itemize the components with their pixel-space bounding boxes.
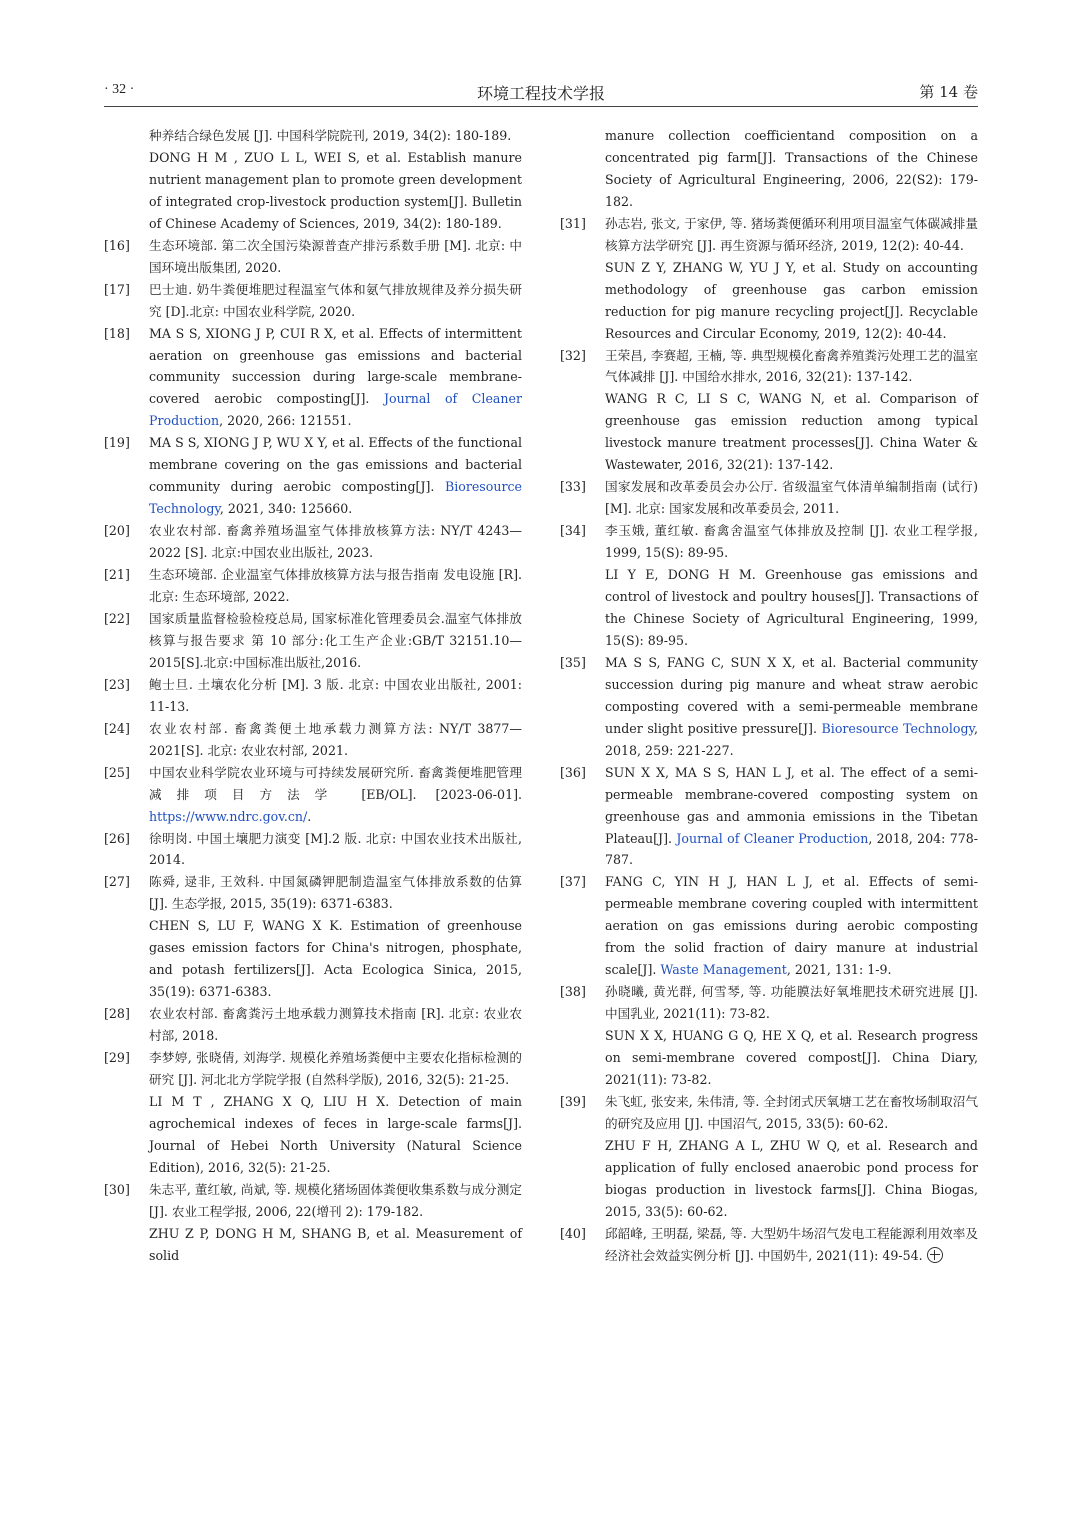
reference-text-en <box>605 762 978 872</box>
reference-text-cn: 李玉娥, 董红敏. 畜禽舍温室气体排放及控制 [J]. 农业工程学报, 1999, 15(S): 89-95. <box>605 523 978 561</box>
reference-number: [20] <box>104 523 130 539</box>
running-header <box>104 82 978 107</box>
reference-text-cn: 国家发展和改革委员会办公厅. 省级温室气体清单编制指南 (试行)[M]. 北京: 国家发展和改革委员会, 2011. <box>605 479 978 517</box>
journal-link[interactable]: Journal of Cleaner Production <box>676 830 869 846</box>
reference-text-en: LI Y E, DONG H M. Greenhouse gas emissions and control of livestock and poultry houses[J]. Transactions of the Chinese Society of Agricultural Engineering, 1999, 15(S): 89-95. <box>605 567 978 648</box>
reference-text-en: SUN X X, HUANG G Q, HE X Q, et al. Research progress on semi-membrane covered compost[J]. China Diary, 2021(11): 73-82. <box>605 1028 978 1087</box>
reference-text-part: . <box>307 808 312 824</box>
reference-number: [28] <box>104 1006 130 1022</box>
reference-text-cn: 孙晓曦, 黄光群, 何雪琴, 等. 功能膜法好氧堆肥技术研究进展 [J]. 中国乳业, 2021(11): 73-82. <box>605 984 978 1022</box>
reference-number: [35] <box>560 654 586 670</box>
reference-text-part: MA S S, XIONG J P, CUI R X, et al. Effects of intermittent aeration on greenhouse gas emissions and bacterial community succession during large-scale membrane-covered aerobic composting[J]. <box>149 325 522 407</box>
reference-text-cn <box>605 1223 978 1267</box>
reference-number: [17] <box>104 281 130 297</box>
reference-number: [24] <box>104 720 130 736</box>
reference-text-cn: 农业农村部. 畜禽粪便土地承载力测算方法: NY/T 3877—2021[S]. 北京: 农业农村部, 2021. <box>149 720 522 758</box>
reference-34 <box>560 520 978 652</box>
reference-32 <box>560 345 978 477</box>
reference-15-continued <box>104 125 522 235</box>
reference-text-en <box>605 652 978 762</box>
reference-text-en: SUN Z Y, ZHANG W, YU J Y, et al. Study on accounting methodology of greenhouse gas carbon emission reduction for pig manure recycling project[J]. Recyclable Resources and Circular Economy, 2019, 12(2): 40-44. <box>605 259 978 341</box>
reference-text-cn: 李梦婷, 张晓倩, 刘海学. 规模化养殖场粪便中主要农化指标检测的研究 [J]. 河北北方学院学报 (自然科学版), 2016, 32(5): 21-25. <box>149 1050 522 1087</box>
reference-number: [25] <box>104 764 130 780</box>
reference-18 <box>104 323 522 433</box>
reference-27 <box>104 871 522 1003</box>
reference-text-part: , 2018, 204: 778-787. <box>605 830 978 868</box>
reference-26 <box>104 828 522 872</box>
reference-30 <box>104 1179 522 1267</box>
reference-number: [39] <box>560 1093 586 1109</box>
reference-38 <box>560 981 978 1091</box>
reference-text-cn <box>149 762 522 828</box>
reference-39 <box>560 1091 978 1223</box>
reference-number: [33] <box>560 479 586 495</box>
reference-number: [16] <box>104 237 130 253</box>
reference-20 <box>104 520 522 564</box>
url-link[interactable]: https://www.ndrc.gov.cn/ <box>149 808 308 824</box>
reference-number: [32] <box>560 347 586 363</box>
reference-number: [34] <box>560 523 586 539</box>
reference-36 <box>560 762 978 872</box>
reference-number: [37] <box>560 874 586 890</box>
reference-number: [26] <box>104 830 130 846</box>
journal-link[interactable]: Journal of Cleaner Production <box>149 391 522 429</box>
reference-24 <box>104 718 522 762</box>
reference-text-cn: 徐明岗. 中国土壤肥力演变 [M].2 版. 北京: 中国农业技术出版社, 2014. <box>149 830 522 868</box>
reference-text-cn: 国家质量监督检验检疫总局, 国家标准化管理委员会.温室气体排放核算与报告要求 第 10 部分:化工生产企业:GB/T 32151.10—2015[S].北京:中国标准出版社,2016. <box>149 610 522 670</box>
journal-link[interactable]: Waste Management <box>660 962 787 978</box>
reference-text-cn: 农业农村部. 畜禽养殖场温室气体排放核算方法: NY/T 4243—2022 [S]. 北京:中国农业出版社, 2023. <box>149 523 522 561</box>
reference-31 <box>560 213 978 345</box>
reference-number: [40] <box>560 1225 586 1241</box>
journal-title: 环境工程技术学报 <box>476 84 605 103</box>
reference-text-en: ZHU Z P, DONG H M, SHANG B, et al. Measurement of solid <box>149 1225 522 1263</box>
reference-29 <box>104 1047 522 1179</box>
reference-number: [36] <box>560 764 586 780</box>
reference-text-part: , 2021, 131: 1-9. <box>786 962 892 978</box>
reference-17 <box>104 279 522 323</box>
reference-number: [21] <box>104 567 130 583</box>
end-of-article-icon <box>927 1247 943 1263</box>
reference-33 <box>560 476 978 520</box>
reference-22 <box>104 608 522 674</box>
reference-text-en <box>149 323 522 433</box>
reference-text-en: DONG H M , ZUO L L, WEI S, et al. Establish manure nutrient management plan to promote green development of integrated crop-livestock production system[J]. Bulletin of Chinese Academy of Sciences, 2019, 34(2): 180-189. <box>149 149 522 231</box>
reference-text-cn: 孙志岩, 张文, 于家伊, 等. 猪场粪便循环利用项目温室气体碳减排量核算方法学研究 [J]. 再生资源与循环经济, 2019, 12(2): 40-44. <box>605 215 978 253</box>
reference-text-part: MA S S, XIONG J P, WU X Y, et al. Effects of the functional membrane covering on the gas emissions and bacterial community during aerobic composting[J]. <box>149 435 522 495</box>
reference-text-part: 邱韶峰, 王明磊, 梁磊, 等. 大型奶牛场沼气发电工程能源利用效率及经济社会效益实例分析 [J]. 中国奶牛, 2021(11): 49-54. <box>605 1225 978 1263</box>
reference-37 <box>560 871 978 981</box>
reference-text-en: manure collection coefficientand composition on a concentrated pig farm[J]. Transactions of the Chinese Society of Agricultural Engineering, 2006, 22(S2): 179-182. <box>605 128 978 209</box>
reference-number: [31] <box>560 215 586 231</box>
reference-number: [18] <box>104 325 130 341</box>
reference-text-cn: 农业农村部. 畜禽粪污土地承载力测算技术指南 [R]. 北京: 农业农村部, 2018. <box>149 1006 522 1044</box>
reference-text-en: ZHU F H, ZHANG A L, ZHU W Q, et al. Research and application of fully enclosed anaerobic pond process for biogas production in livestock farms[J]. China Biogas, 2015, 33(5): 60-62. <box>605 1137 978 1219</box>
reference-text-en: CHEN S, LU F, WANG X K. Estimation of greenhouse gases emission factors for China's nitrogen, phosphate, and potash fertilizers[J]. Acta Ecologica Sinica, 2015, 35(19): 6371-6383. <box>149 918 522 1000</box>
journal-link[interactable]: Bioresource Technology <box>821 720 974 736</box>
reference-23 <box>104 674 522 718</box>
reference-text-en: WANG R C, LI S C, WANG N, et al. Comparison of greenhouse gas emission reduction among typical livestock manure treatment processes[J]. China Water & Wastewater, 2016, 32(21): 137-142. <box>605 391 978 473</box>
reference-19 <box>104 432 522 520</box>
reference-28 <box>104 1003 522 1047</box>
reference-text-en <box>605 871 978 981</box>
volume-label: 第 14 卷 <box>919 83 978 101</box>
reference-text-en <box>149 432 522 520</box>
reference-text-part: , 2020, 266: 121551. <box>219 413 352 429</box>
right-column <box>560 125 978 1267</box>
reference-text-cn: 陈舜, 逯非, 王效科. 中国氮磷钾肥制造温室气体排放系数的估算 [J]. 生态学报, 2015, 35(19): 6371-6383. <box>149 874 522 912</box>
reference-21 <box>104 564 522 608</box>
reference-text-cn: 生态环境部. 企业温室气体排放核算方法与报告指南 发电设施 [R]. 北京: 生态环境部, 2022. <box>149 567 522 605</box>
reference-text-cn: 王荣昌, 李赛超, 王楠, 等. 典型规模化畜禽养殖粪污处理工艺的温室气体减排 [J]. 中国给水排水, 2016, 32(21): 137-142. <box>605 347 978 385</box>
reference-text-cn: 种养结合绿色发展 [J]. 中国科学院院刊, 2019, 34(2): 180-189. <box>149 128 512 143</box>
reference-number: [38] <box>560 984 586 1000</box>
reference-text-cn: 巴士迪. 奶牛粪便堆肥过程温室气体和氨气排放规律及养分损失研究 [D].北京: 中国农业科学院, 2020. <box>149 281 522 319</box>
reference-number: [22] <box>104 610 130 626</box>
reference-number: [19] <box>104 435 130 451</box>
reference-number: [30] <box>104 1181 130 1197</box>
reference-text-part: , 2018, 259: 221-227. <box>605 720 978 758</box>
reference-text-part: 中国农业科学院农业环境与可持续发展研究所. 畜禽粪便堆肥管理减排项目方法学 [EB/OL]. [2023-06-01]. <box>149 764 522 802</box>
reference-text-cn: 朱志平, 董红敏, 尚斌, 等. 规模化猪场固体粪便收集系数与成分测定 [J]. 农业工程学报, 2006, 22(增刊 2): 179-182. <box>149 1181 522 1219</box>
reference-16 <box>104 235 522 279</box>
reference-text-part: SUN X X, MA S S, HAN L J, et al. The effect of a semi-permeable membrane-covered composting system on greenhouse gas and ammonia emissions in the Tibetan Plateau[J]. <box>605 764 978 846</box>
reference-25 <box>104 762 522 828</box>
reference-35 <box>560 652 978 762</box>
reference-number: [27] <box>104 874 130 890</box>
reference-30-continued <box>560 125 978 213</box>
reference-text-cn: 生态环境部. 第二次全国污染源普查产排污系数手册 [M]. 北京: 中国环境出版集团, 2020. <box>149 237 522 275</box>
journal-link[interactable]: Bioresource Technology <box>149 479 522 517</box>
reference-text-en: LI M T , ZHANG X Q, LIU H X. Detection of main agrochemical indexes of feces in large-scale farms[J]. Journal of Hebei North University (Natural Science Edition), 2016, 32(5): 21-25. <box>149 1093 522 1175</box>
reference-text-part: MA S S, FANG C, SUN X X, et al. Bacterial community succession during pig manure and wheat straw aerobic composting covered with a semi-permeable membrane under slight positive pressure[J]. <box>605 654 978 736</box>
reference-text-part: , 2021, 340: 125660. <box>219 501 353 517</box>
reference-text-cn: 朱飞虹, 张安来, 朱伟清, 等. 全封闭式厌氧塘工艺在畜牧场制取沼气的研究及应用 [J]. 中国沼气, 2015, 33(5): 60-62. <box>605 1093 978 1131</box>
reference-40 <box>560 1223 978 1267</box>
reference-number: [29] <box>104 1050 130 1066</box>
reference-text-cn: 鲍士旦. 土壤农化分析 [M]. 3 版. 北京: 中国农业出版社, 2001: 11-13. <box>149 676 522 714</box>
reference-text-part: FANG C, YIN H J, HAN L J, et al. Effects of semi-permeable membrane covering coupled with intermittent aeration on gas emissions during aerobic composting from the solid fraction of dairy manure at industrial scale[J]. <box>605 874 978 978</box>
left-column <box>104 125 522 1267</box>
page-number: · 32 · <box>104 82 135 97</box>
reference-number: [23] <box>104 676 130 692</box>
